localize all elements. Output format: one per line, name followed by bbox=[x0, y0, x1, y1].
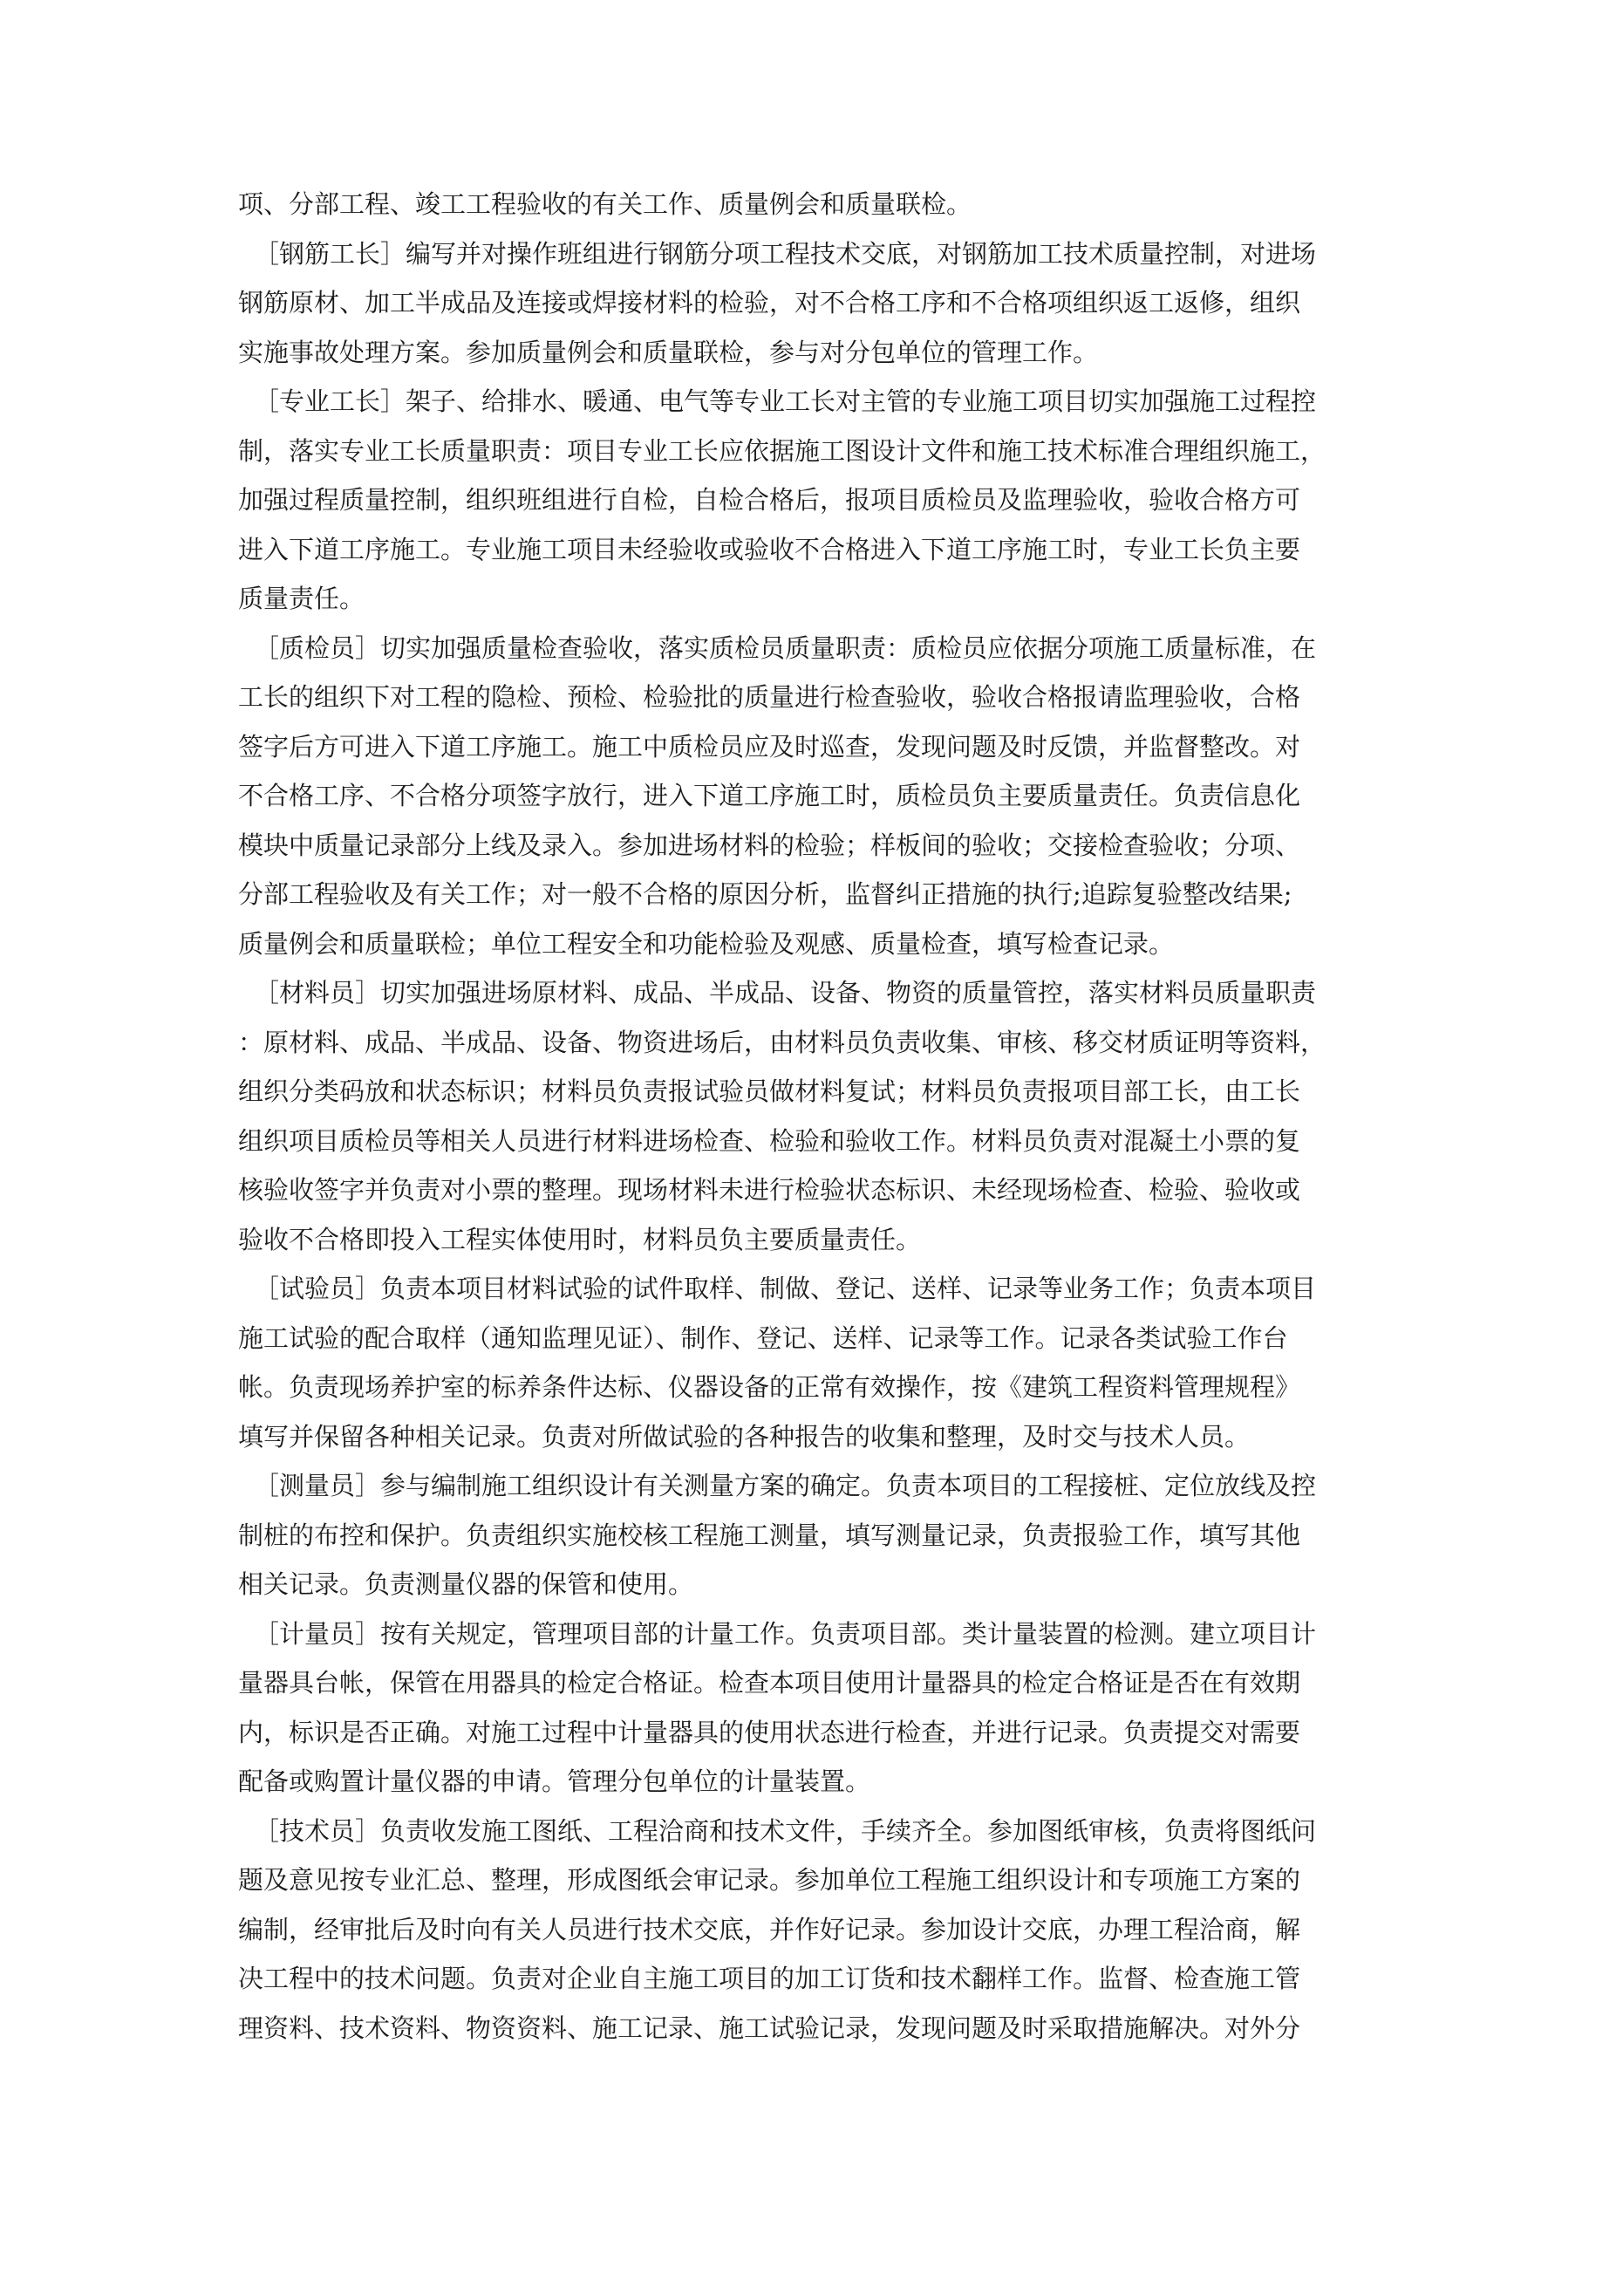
document-body bbox=[238, 180, 1389, 2053]
paragraph-first-line: ［技术员］负责收发施工图纸、工程洽商和技术文件，手续齐全。参加图纸审核，负责将图纸问 bbox=[254, 1815, 1317, 1846]
paragraph-first-line: ［材料员］切实加强进场原材料、成品、半成品、设备、物资的质量管控，落实材料员质量职责 bbox=[254, 978, 1317, 1008]
paragraph-first-line: ［测量员］参与编制施工组织设计有关测量方案的确定。负责本项目的工程接桩、定位放线及控 bbox=[254, 1471, 1317, 1500]
paragraph-line: 加强过程质量控制，组织班组进行自检，自检合格后，报项目质检员及监理验收，验收合格方可 bbox=[238, 485, 1301, 515]
paragraph-line: 施工试验的配合取样（通知监理见证）、制作、登记、送样、记录等工作。记录各类试验工作台 bbox=[238, 1322, 1288, 1353]
paragraph-line: 填写并保留各种相关记录。负责对所做试验的各种报告的收集和整理，及时交与技术人员。 bbox=[238, 1421, 1251, 1452]
paragraph-first-line: ［专业工长］架子、给排水、暖通、电气等专业工长对主管的专业施工项目切实加强施工过程控 bbox=[254, 386, 1317, 416]
paragraph-line: 工长的组织下对工程的隐检、预检、检验批的质量进行检查验收，验收合格报请监理验收，合格 bbox=[238, 682, 1301, 712]
paragraph-first-line: ［计量员］按有关规定，管理项目部的计量工作。负责项目部。类计量装置的检测。建立项目计 bbox=[254, 1618, 1317, 1649]
paragraph-first-line: ［试验员］负责本项目材料试验的试件取样、制做、登记、送样、记录等业务工作；负责本项目 bbox=[254, 1274, 1317, 1303]
paragraph-line: 进入下道工序施工。专业施工项目未经验收或验收不合格进入下道工序施工时，专业工长负主要 bbox=[238, 534, 1301, 564]
paragraph-line: 相关记录。负责测量仪器的保管和使用。 bbox=[238, 1569, 694, 1599]
paragraph-line: 量器具台帐，保管在用器具的检定合格证。检查本项目使用计量器具的检定合格证是否在有效期 bbox=[238, 1668, 1301, 1698]
paragraph-line: 配备或购置计量仪器的申请。管理分包单位的计量装置。 bbox=[238, 1766, 871, 1796]
paragraph-line: 制，落实专业工长质量职责：项目专业工长应依据施工图设计文件和施工技术标准合理组织施工， bbox=[238, 435, 1326, 466]
paragraph-line: 核验收签字并负责对小票的整理。现场材料未进行检验状态标识、未经现场检查、检验、验收或 bbox=[238, 1175, 1301, 1205]
paragraph-line: 验收不合格即投入工程实体使用时，材料员负主要质量责任。 bbox=[238, 1224, 922, 1254]
paragraph-line: 质量责任。 bbox=[238, 584, 365, 613]
paragraph-line: ：原材料、成品、半成品、设备、物资进场后，由材料员负责收集、审核、移交材质证明等资料， bbox=[238, 1027, 1326, 1057]
paragraph-line: 实施事故处理方案。参加质量例会和质量联检，参与对分包单位的管理工作。 bbox=[238, 337, 1099, 367]
paragraph-line: 题及意见按专业汇总、整理，形成图纸会审记录。参加单位工程施工组织设计和专项施工方案的 bbox=[238, 1865, 1301, 1895]
paragraph-first-line: ［质检员］切实加强质量检查验收，落实质检员质量职责：质检员应依据分项施工质量标准，在 bbox=[254, 632, 1317, 663]
paragraph-line: 钢筋原材、加工半成品及连接或焊接材料的检验，对不合格工序和不合格项组织返工返修，组织 bbox=[238, 288, 1301, 318]
paragraph-line: 项、分部工程、竣工工程验收的有关工作、质量例会和质量联检。 bbox=[238, 189, 972, 219]
paragraph-line: 签字后方可进入下道工序施工。施工中质检员应及时巡查，发现问题及时反馈，并监督整改。对 bbox=[238, 731, 1301, 762]
paragraph-line: 分部工程验收及有关工作；对一般不合格的原因分析，监督纠正措施的执行;追踪复验整改结果; bbox=[238, 879, 1292, 909]
paragraph-line: 组织分类码放和状态标识；材料员负责报试验员做材料复试；材料员负责报项目部工长，由工长 bbox=[238, 1076, 1301, 1106]
paragraph-first-line: ［钢筋工长］编写并对操作班组进行钢筋分项工程技术交底，对钢筋加工技术质量控制，对进场 bbox=[254, 238, 1317, 269]
paragraph-line: 帐。负责现场养护室的标养条件达标、仪器设备的正常有效操作，按《建筑工程资料管理规程》 bbox=[238, 1372, 1301, 1402]
paragraph-line: 编制，经审批后及时向有关人员进行技术交底，并作好记录。参加设计交底，办理工程洽商，解 bbox=[238, 1914, 1301, 1944]
paragraph-line: 内，标识是否正确。对施工过程中计量器具的使用状态进行检查，并进行记录。负责提交对需要 bbox=[238, 1717, 1301, 1747]
paragraph-line: 理资料、技术资料、物资资料、施工记录、施工试验记录，发现问题及时采取措施解决。对外分 bbox=[238, 2012, 1301, 2043]
paragraph-line: 决工程中的技术问题。负责对企业自主施工项目的加工订货和技术翻样工作。监督、检查施工管 bbox=[238, 1964, 1301, 1993]
paragraph-line: 制桩的布控和保护。负责组织实施校核工程施工测量，填写测量记录，负责报验工作，填写其他 bbox=[238, 1520, 1301, 1550]
paragraph-line: 不合格工序、不合格分项签字放行，进入下道工序施工时，质检员负主要质量责任。负责信息化 bbox=[238, 781, 1301, 810]
paragraph-line: 模块中质量记录部分上线及录入。参加进场材料的检验；样板间的验收；交接检查验收；分项、 bbox=[238, 830, 1301, 860]
paragraph-line: 质量例会和质量联检；单位工程安全和功能检验及观感、质量检查，填写检查记录。 bbox=[238, 928, 1175, 959]
paragraph-line: 组织项目质检员等相关人员进行材料进场检查、检验和验收工作。材料员负责对混凝土小票的复 bbox=[238, 1125, 1301, 1156]
